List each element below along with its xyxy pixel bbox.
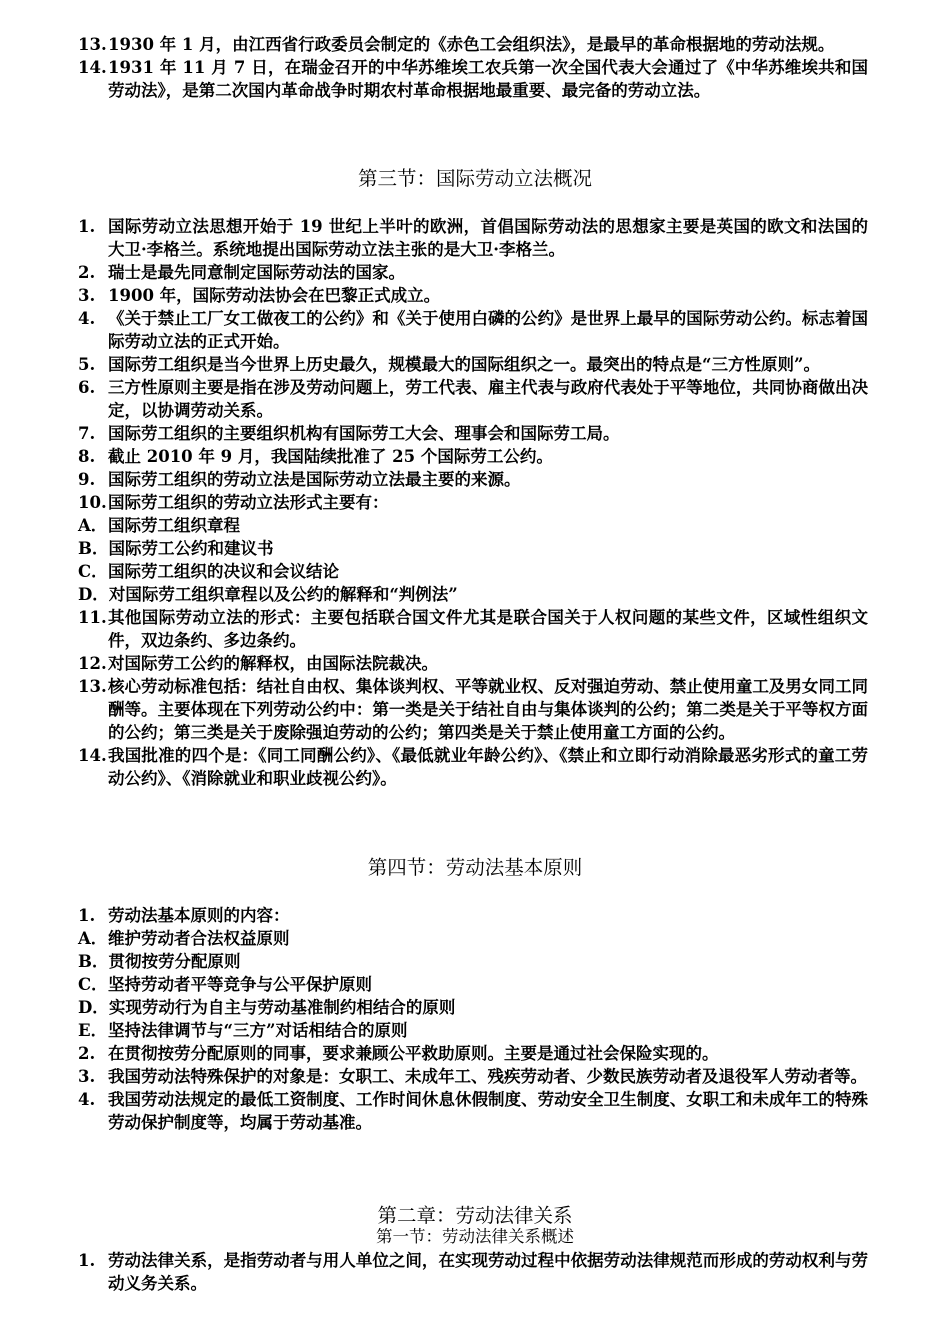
item-text: 1931 年 11 月 7 日，在瑞金召开的中华苏维埃工农兵第一次全国代表大会通过了《中华苏维埃共和国劳动法》，是第二次国内革命战争时期农村革命根据地最重要、最完备的劳动立法。: [108, 58, 868, 100]
item-number: 11.: [78, 608, 107, 627]
item-text: 国际劳动立法思想开始于 19 世纪上半叶的欧洲，首倡国际劳动法的思想家主要是英国的欧文和法国的大卫·李格兰。系统地提出国际劳动立法主张的是大卫·李格兰。: [108, 217, 868, 259]
item-text: 截止 2010 年 9 月，我国陆续批准了 25 个国际劳工公约。: [108, 447, 553, 466]
item-number: 2.: [78, 263, 96, 282]
list-item: [78, 1065, 868, 1088]
item-text: 对国际劳工公约的解释权，由国际法院裁决。: [108, 654, 438, 673]
chapter-heading: 第二章：劳动法律关系: [377, 1204, 573, 1227]
item-text: 国际劳工公约和建议书: [108, 539, 274, 558]
item-text: 其他国际劳动立法的形式：主要包括联合国文件尤其是联合国关于人权问题的某些文件，区域性组织文件，双边条约、多边条约。: [108, 608, 868, 650]
item-text: 国际劳工组织的劳动立法是国际劳动立法最主要的来源。: [108, 470, 521, 489]
item-number: 13.: [78, 35, 107, 54]
list-item: [78, 606, 868, 652]
chapter-subheading: 第一节：劳动法律关系概述: [376, 1227, 574, 1246]
item-text: 《关于禁止工厂女工做夜工的公约》和《关于使用白磷的公约》是世界上最早的国际劳动公约。标志着国际劳动立法的正式开始。: [108, 309, 868, 351]
item-number: 14.: [78, 746, 107, 765]
item-number: 9.: [78, 470, 96, 489]
list-item: [78, 537, 868, 560]
item-text: 我国劳动法规定的最低工资制度、工作时间休息休假制度、劳动安全卫生制度、女职工和未成年工的特殊劳动保护制度等，均属于劳动基准。: [108, 1090, 868, 1132]
list-item: [78, 445, 868, 468]
list-item: [78, 514, 868, 537]
list-block-4: [78, 1249, 868, 1295]
item-text: 1900 年，国际劳动法协会在巴黎正式成立。: [108, 286, 441, 305]
item-text: 在贯彻按劳分配原则的同事，要求兼顾公平救助原则。主要是通过社会保险实现的。: [108, 1044, 719, 1063]
list-item: [78, 307, 868, 353]
item-number: 10.: [78, 493, 107, 512]
list-item: [78, 950, 868, 973]
item-text: 坚持劳动者平等竞争与公平保护原则: [108, 975, 372, 994]
list-item: [78, 491, 868, 514]
item-text: 国际劳工组织章程: [108, 516, 240, 535]
item-number: 4.: [78, 309, 96, 328]
list-item: [78, 583, 868, 606]
list-item: [78, 1088, 868, 1134]
item-number: 1.: [78, 217, 96, 236]
item-number: E．: [78, 1021, 108, 1040]
list-item: [78, 675, 868, 744]
item-number: 14.: [78, 58, 107, 77]
list-item: [78, 1019, 868, 1042]
item-text: 国际劳工组织的决议和会议结论: [108, 562, 339, 581]
list-item: [78, 422, 868, 445]
item-text: 我国批准的四个是：《同工同酬公约》、《最低就业年龄公约》、《禁止和立即行动消除最恶劣形式的童工劳动公约》、《消除就业和职业歧视公约》。: [108, 746, 868, 788]
item-number: B．: [78, 952, 109, 971]
list-item: [78, 996, 868, 1019]
list-item: [78, 261, 868, 284]
list-item: [78, 973, 868, 996]
item-number: 6.: [78, 378, 96, 397]
list-item: [78, 1042, 868, 1065]
item-number: A．: [78, 929, 108, 948]
list-item: [78, 353, 868, 376]
item-text: 1930 年 1 月，由江西省行政委员会制定的《赤色工会组织法》，是最早的革命根据地的劳动法规。: [108, 35, 835, 54]
item-number: C．: [78, 975, 108, 994]
section-heading-3: 第三节：国际劳动立法概况: [357, 167, 592, 190]
list-item: [78, 904, 868, 927]
item-number: 3.: [78, 286, 96, 305]
list-item: [78, 1249, 868, 1295]
item-text: 劳动法基本原则的内容：: [108, 906, 290, 925]
item-number: 1.: [78, 1251, 96, 1270]
item-number: 8.: [78, 447, 96, 466]
list-item: [78, 56, 868, 102]
list-item: [78, 215, 868, 261]
item-text: 我国劳动法特殊保护的对象是：女职工、未成年工、残疾劳动者、少数民族劳动者及退役军人劳动者等。: [108, 1067, 867, 1086]
item-text: 瑞士是最先同意制定国际劳动法的国家。: [108, 263, 405, 282]
item-number: A．: [78, 516, 108, 535]
list-item: [78, 468, 868, 491]
item-text: 贯彻按劳分配原则: [108, 952, 241, 971]
item-number: 2.: [78, 1044, 96, 1063]
item-text: 对国际劳工组织章程以及公约的解释和“判例法”: [108, 585, 458, 604]
item-number: 3.: [78, 1067, 96, 1086]
item-number: 5.: [78, 355, 96, 374]
item-number: B．: [78, 539, 109, 558]
item-text: 坚持法律调节与“三方”对话相结合的原则: [108, 1021, 408, 1040]
item-text: 劳动法律关系，是指劳动者与用人单位之间，在实现劳动过程中依据劳动法律规范而形成的劳动权利与劳动义务关系。: [108, 1251, 868, 1293]
item-number: C．: [78, 562, 108, 581]
list-item: [78, 927, 868, 950]
list-item: [78, 284, 868, 307]
item-text: 国际劳工组织的劳动立法形式主要有：: [108, 493, 389, 512]
item-number: 12.: [78, 654, 107, 673]
item-number: 7.: [78, 424, 96, 443]
item-text: 三方性原则主要是指在涉及劳动问题上，劳工代表、雇主代表与政府代表处于平等地位，共同协商做出决定，以协调劳动关系。: [108, 378, 868, 420]
list-item: [78, 652, 868, 675]
item-number: 4.: [78, 1090, 96, 1109]
item-number: D．: [78, 998, 109, 1017]
item-text: 核心劳动标准包括：结社自由权、集体谈判权、平等就业权、反对强迫劳动、禁止使用童工及男女同工同酬等。主要体现在下列劳动公约中：第一类是关于结社自由与集体谈判的公约；第二类是关于平等权方面的公约；第三类是关于废除强迫劳动的公约；第四类是关于禁止使用童工方面的公约。: [108, 677, 868, 742]
item-text: 国际劳工组织的主要组织机构有国际劳工大会、理事会和国际劳工局。: [108, 424, 620, 443]
list-item: [78, 33, 868, 56]
item-text: 国际劳工组织是当今世界上历史最久，规模最大的国际组织之一。最突出的特点是“三方性原则”。: [108, 355, 820, 374]
list-item: [78, 560, 868, 583]
list-block-1: [78, 33, 868, 102]
list-item: [78, 744, 868, 790]
list-block-2: [78, 215, 868, 790]
item-text: 维护劳动者合法权益原则: [108, 929, 290, 948]
list-block-3: [78, 904, 868, 1134]
item-number: D．: [78, 585, 109, 604]
item-number: 13.: [78, 677, 107, 696]
item-text: 实现劳动行为自主与劳动基准制约相结合的原则: [108, 998, 456, 1017]
section-heading-4: 第四节：劳动法基本原则: [367, 856, 583, 879]
item-number: 1.: [78, 906, 96, 925]
list-item: [78, 376, 868, 422]
